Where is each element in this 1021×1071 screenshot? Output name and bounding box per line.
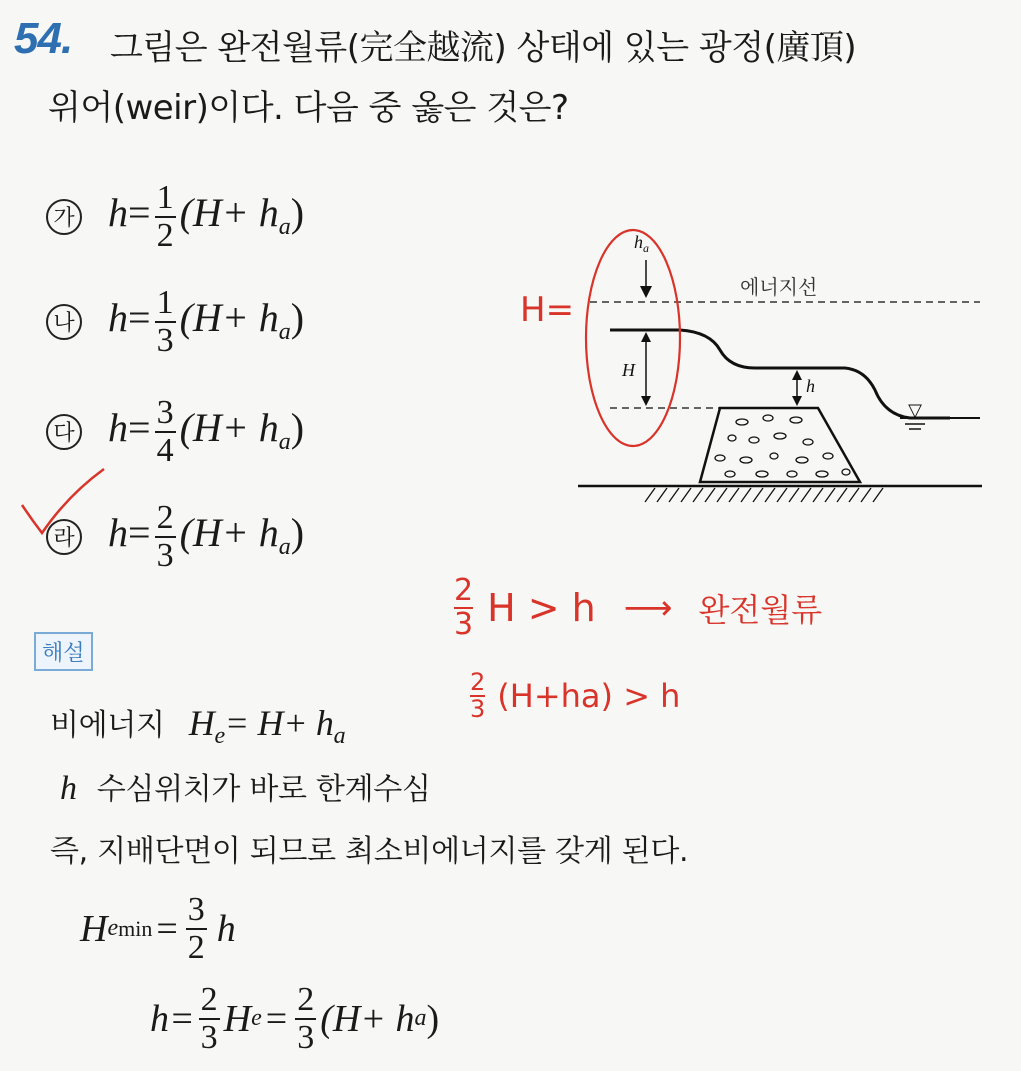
option-label-na: 나 [46, 304, 82, 340]
option-formula-ra: h= $\frac{2}{3}$ $(H+ h_a)$ [108, 499, 305, 574]
label-ha: $h_a$ [634, 232, 649, 255]
weir-body [700, 408, 860, 482]
question-line-2: 위어(weir)이다. 다음 중 옳은 것은? [48, 88, 569, 128]
question-number: 54. [14, 14, 73, 63]
option-da[interactable] [46, 395, 304, 468]
option-ga[interactable] [46, 180, 304, 253]
water-level-symbol: ▽ [908, 400, 922, 421]
check-mark-icon [18, 465, 108, 540]
option-na[interactable] [46, 285, 304, 358]
option-formula-na: h= $\frac{1}{3}$ $(H+ h_a)$ [108, 284, 305, 359]
label-h: h [806, 376, 815, 396]
weir-diagram [570, 220, 990, 515]
water-surface [610, 330, 950, 418]
question-line-1: 그림은 완전월류(完全越流) 상태에 있는 광정(廣頂) [110, 28, 857, 68]
handwritten-note-2: $\frac{2}{3}$ (H+ha) > h [470, 668, 681, 724]
explanation-line-1: 비에너지 $H_e= H+ h_a$ [50, 703, 346, 749]
option-label-ra: 라 [46, 519, 82, 555]
ground-hatch [645, 488, 883, 502]
explanation-badge: 해설 [34, 632, 93, 671]
option-label-ga: 가 [46, 199, 82, 235]
annotation-ellipse [586, 230, 680, 446]
handwritten-note-1: $\frac{2}{3}$ H > h ⟶ 완전월류 [454, 573, 823, 642]
option-formula-da: h= $\frac{3}{4}$ $(H+ h_a)$ [108, 394, 305, 469]
explanation-line-3: 즉, 지배단면이 되므로 최소비에너지를 갖게 된다. [50, 834, 689, 869]
option-formula-ga: h= $\frac{1}{2}$ $(H+ h_a)$ [108, 179, 305, 254]
handwritten-h-eq: H= [520, 290, 575, 330]
label-H: H [622, 360, 635, 380]
formula-hemin: H e min = $\frac{3}{2}$ h [80, 891, 236, 966]
option-label-da: 다 [46, 414, 82, 450]
formula-h-final: h= $\frac{2}{3}$ H e = $\frac{2}{3}$ (H+ h a ) [150, 981, 440, 1056]
explanation-line-2: h 수심위치가 바로 한계수심 [60, 770, 431, 807]
weir-pebbles [715, 415, 850, 477]
energy-line-label: 에너지선 [740, 275, 818, 299]
